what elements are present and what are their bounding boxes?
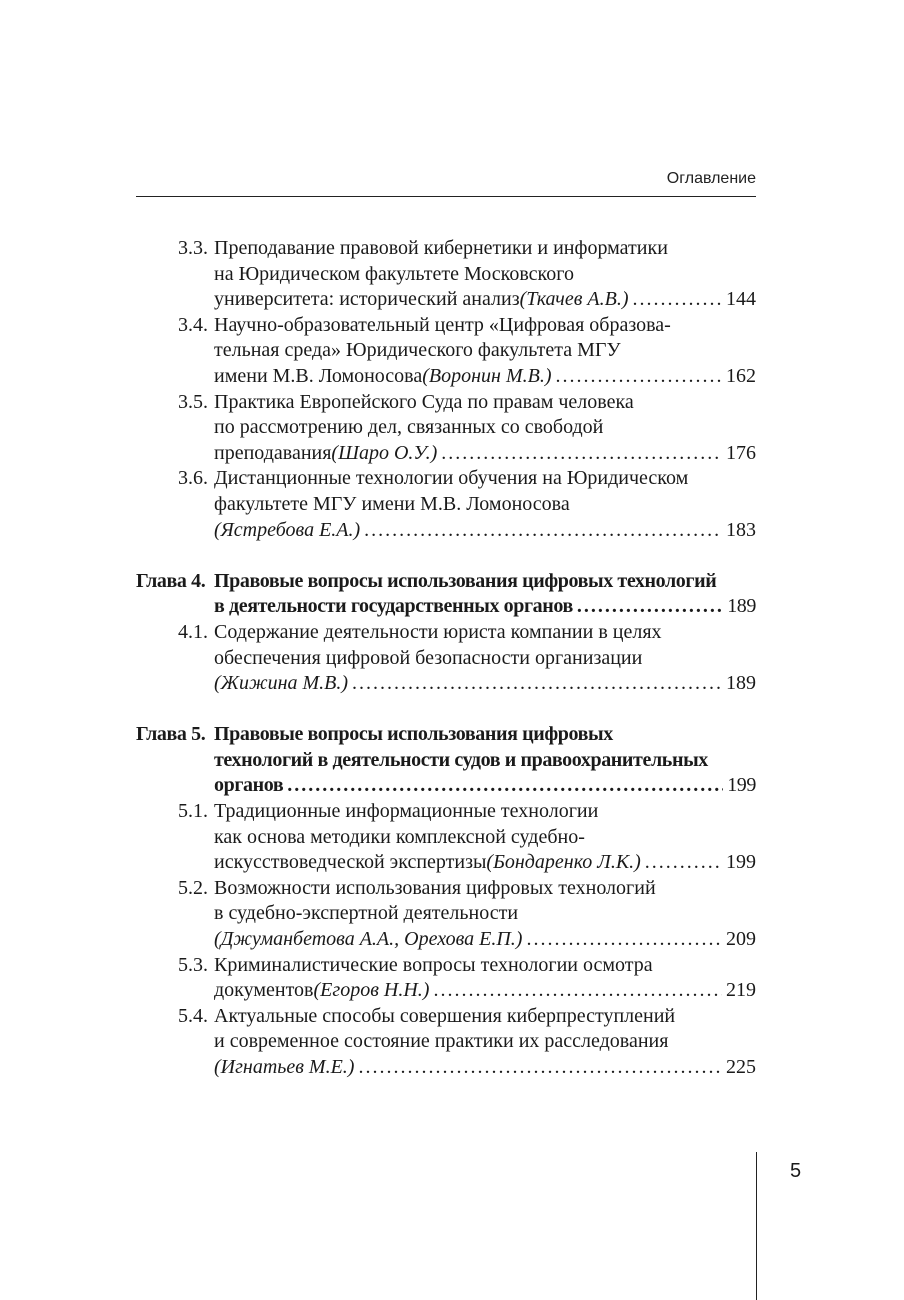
leader-dots (556, 364, 722, 390)
section-number: 3.3. (178, 237, 208, 259)
chapter-title-line: органов (214, 774, 284, 797)
leader-dots (352, 671, 722, 697)
entry-line: Преподавание правовой кибернетики и информатики (214, 237, 668, 259)
page-folio: 5 (790, 1160, 802, 1182)
leader-dots (364, 518, 722, 544)
page-number: 209 (726, 928, 756, 951)
entry-author: (Шаро О.У.) (331, 441, 438, 464)
entry-line: Актуальные способы совершения киберпреступлений (214, 1004, 676, 1027)
section-number: 4.1. (178, 620, 208, 643)
toc-entry[interactable] (136, 1004, 756, 1081)
page-number: 189 (727, 595, 756, 618)
toc-entry[interactable] (136, 390, 756, 467)
entry-author: (Ткачев А.В.) (519, 288, 629, 311)
entry-line: на Юридическом факультете Московского (214, 262, 574, 285)
spacer (136, 543, 756, 569)
toc-entry[interactable] (136, 799, 756, 876)
page-number: 144 (726, 288, 756, 311)
folio-rule (756, 1152, 757, 1300)
leader-dots (358, 1055, 722, 1081)
toc-chapter[interactable] (136, 569, 756, 620)
page-number: 183 (726, 518, 756, 541)
chapter-title-line: в деятельности государственных органов (214, 595, 573, 618)
entry-line: в судебно-экспертной деятельности (214, 902, 519, 925)
leader-dots (287, 773, 723, 799)
page-number: 176 (726, 441, 756, 464)
entry-line: Дистанционные технологии обучения на Юридическом (214, 467, 689, 490)
section-number: 5.2. (178, 876, 208, 899)
entry-line: имени М.В. Ломоносова (214, 364, 423, 387)
page-number: 199 (726, 851, 756, 874)
spacer (136, 697, 756, 723)
header-rule (136, 196, 756, 197)
entry-line: Криминалистические вопросы технологии осмотра (214, 953, 653, 976)
entry-author: (Жижина М.В.) (214, 672, 349, 695)
toc-entry[interactable] (136, 466, 756, 543)
chapter-title-line: Правовые вопросы использования цифровых (214, 723, 613, 746)
page-number: 219 (726, 979, 756, 1002)
page-number: 162 (726, 364, 756, 387)
entry-line: Традиционные информационные технологии (214, 800, 599, 823)
leader-dots (645, 850, 722, 876)
toc-entry[interactable] (136, 953, 756, 1004)
entry-line: факультете МГУ имени М.В. Ломоносова (214, 492, 570, 515)
entry-line: Научно-образовательный центр «Цифровая образова- (214, 313, 671, 336)
chapter-title-line: технологий в деятельности судов и правоохранительных (214, 748, 708, 771)
toc-chapter[interactable] (136, 722, 756, 799)
chapter-title-line: Правовые вопросы использования цифровых технологий (214, 569, 717, 592)
table-of-contents (136, 236, 756, 1081)
section-number: 5.1. (178, 800, 208, 823)
entry-line: документов (214, 979, 314, 1002)
leader-dots (433, 978, 722, 1004)
entry-line: и современное состояние практики их расследования (214, 1030, 669, 1053)
entry-line: преподавания (214, 441, 332, 464)
section-number: 3.4. (178, 313, 208, 336)
entry-line: Содержание деятельности юриста компании в целях (214, 620, 662, 643)
entry-line: университета: исторический анализ (214, 288, 520, 311)
entry-line: искусствоведческой экспертизы (214, 851, 487, 874)
chapter-number: Глава 4. (136, 569, 206, 592)
entry-line: обеспечения цифровой безопасности организации (214, 646, 643, 669)
chapter-number: Глава 5. (136, 723, 206, 746)
section-number: 3.6. (178, 467, 208, 490)
page-number: 189 (726, 672, 756, 695)
entry-author: (Воронин М.В.) (422, 364, 552, 387)
section-number: 5.3. (178, 953, 208, 976)
entry-author: (Ястребова Е.А.) (214, 518, 361, 541)
entry-author: (Игнатьев М.Е.) (214, 1056, 355, 1078)
entry-author: (Егоров Н.Н.) (313, 979, 430, 1002)
entry-author: (Бондаренко Л.К.) (486, 851, 641, 874)
leader-dots (633, 287, 723, 313)
toc-entry[interactable] (136, 313, 756, 390)
page-number: 225 (726, 1056, 756, 1078)
section-number: 5.4. (178, 1004, 208, 1027)
entry-line: как основа методики комплексной судебно- (214, 825, 585, 848)
leader-dots (526, 927, 722, 953)
entry-line: Практика Европейского Суда по правам человека (214, 390, 634, 413)
toc-entry[interactable] (136, 236, 756, 313)
toc-entry[interactable] (136, 876, 756, 953)
section-number: 3.5. (178, 390, 208, 413)
entry-author: (Джуманбетова А.А., Орехова Е.П.) (214, 928, 523, 951)
entry-line: Возможности использования цифровых технологий (214, 876, 656, 899)
running-header: Оглавление (666, 170, 756, 187)
entry-line: по рассмотрению дел, связанных со свободой (214, 416, 604, 439)
toc-entry[interactable] (136, 620, 756, 697)
leader-dots (441, 441, 722, 467)
leader-dots (577, 594, 723, 620)
page-number: 199 (727, 774, 756, 797)
entry-line: тельная среда» Юридического факультета МГУ (214, 339, 621, 362)
